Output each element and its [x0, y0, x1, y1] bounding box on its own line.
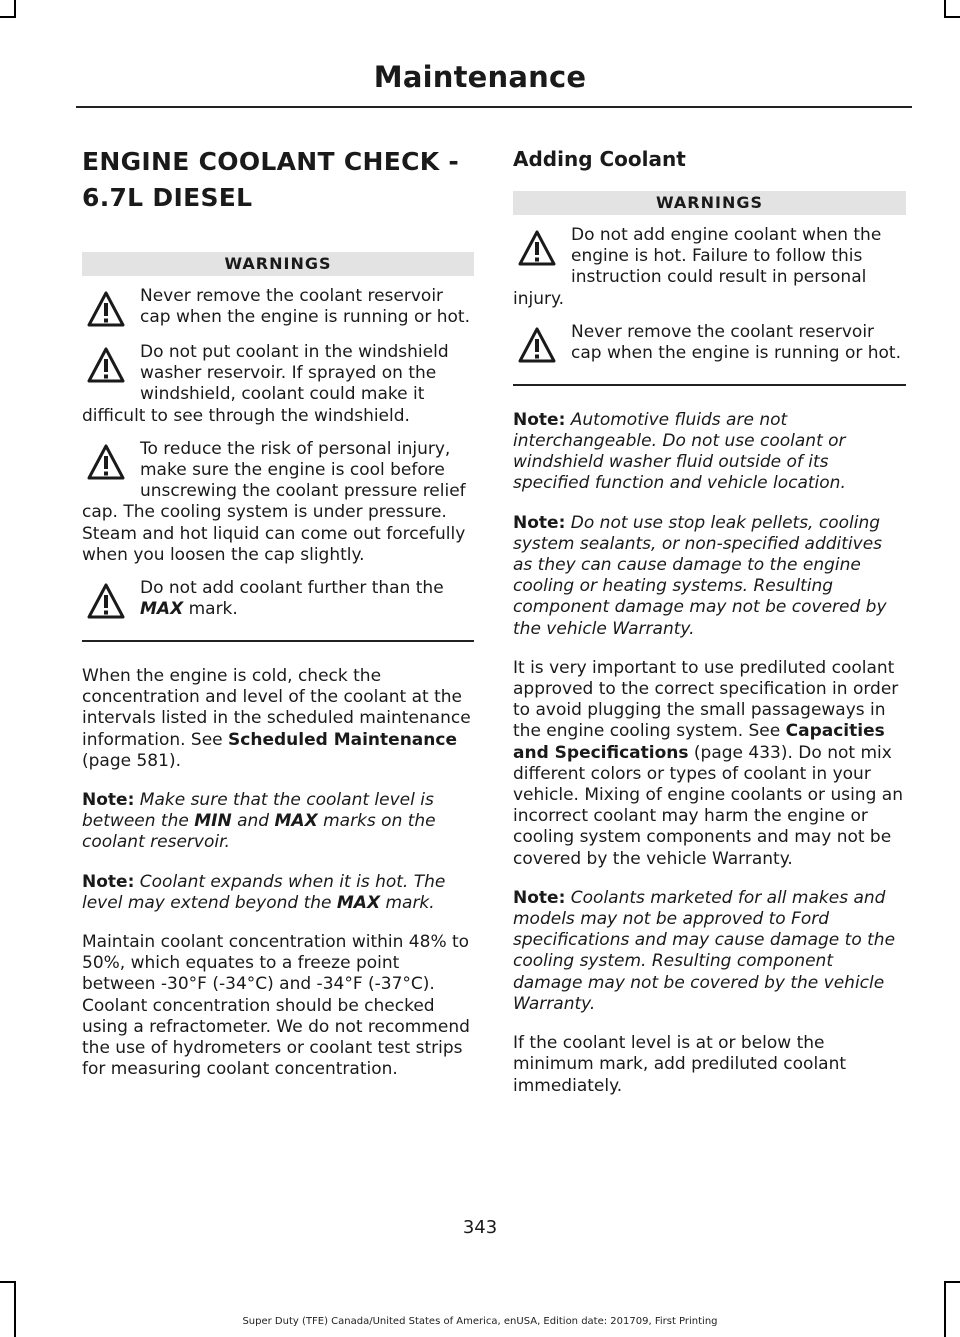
- warning-item: [82, 439, 474, 566]
- warnings-header: WARNINGS: [82, 252, 474, 276]
- note-label: Note:: [82, 790, 135, 811]
- note: Note: Make sure that the coolant level is between the MIN and MAX marks on the coolant reservoir.: [82, 790, 436, 853]
- warnings-list: [513, 225, 906, 386]
- crop-mark: [944, 16, 960, 18]
- warning-triangle-icon: [517, 326, 557, 366]
- warnings-list: [82, 286, 474, 642]
- note-label: Note:: [513, 512, 566, 533]
- warning-text: Do not put coolant in the windshield washer reservoir. If sprayed on the windshield, coolant could make it difficult to see through the windshield.: [82, 342, 449, 426]
- warning-triangle-icon: [517, 229, 557, 269]
- subsection-title: Adding Coolant: [513, 147, 686, 171]
- note: Note: Do not use stop leak pellets, cooling system sealants, or non-specified additives as they can cause damage to the engine cooling or heating systems. Resulting component damage may not be covered by the vehicle Warranty.: [513, 512, 887, 639]
- note-label: Note:: [513, 887, 566, 908]
- crop-mark: [944, 1281, 946, 1337]
- cross-reference-link[interactable]: Capacities and Specifications: [513, 721, 885, 763]
- crop-mark: [0, 16, 16, 18]
- warning-text: To reduce the risk of personal injury, make sure the engine is cool before unscrewing the coolant pressure relief cap. The cooling system is under pressure. Steam and hot liquid can come out forcefully when you loosen the cap slightly.: [82, 438, 466, 565]
- page-header-title: Maintenance: [373, 60, 587, 94]
- warning-item: [513, 225, 906, 310]
- note: Note: Coolant expands when it is hot. The level may extend beyond the MAX mark.: [82, 871, 446, 913]
- footer-text: Super Duty (TFE) Canada/United States of America, enUSA, Edition date: 201709, First Printing: [242, 1316, 718, 1327]
- warnings-header: WARNINGS: [513, 191, 906, 215]
- crop-mark: [0, 1281, 16, 1283]
- paragraph: It is very important to use prediluted coolant approved to the correct specification in order to avoid plugging the small passageways in the engine cooling system. See Capacities and Specifications (page 433). Do not mix different colors or types of coolant in your vehicle. Mixing of engine coolants or using an incorrect coolant may harm the engine or cooling system components and may not be covered by the vehicle Warranty.: [513, 657, 903, 869]
- warning-item: [82, 342, 474, 427]
- warning-text: Do not add engine coolant when the engine is hot. Failure to follow this instruction could result in personal injury.: [513, 225, 882, 309]
- warnings-box: [82, 252, 474, 642]
- crop-mark: [944, 1281, 960, 1283]
- max-mark: MAX: [140, 599, 184, 620]
- note-label: Note:: [513, 409, 566, 430]
- paragraph: If the coolant level is at or below the minimum mark, add prediluted coolant immediately.: [513, 1033, 847, 1096]
- section-title-line2: 6.7L DIESEL: [82, 183, 253, 212]
- right-column: [513, 138, 906, 1097]
- warning-text: Never remove the coolant reservoir cap when the engine is running or hot.: [571, 321, 901, 364]
- warning-triangle-icon: [86, 290, 126, 330]
- warnings-box: [513, 191, 906, 386]
- cross-reference-link[interactable]: Scheduled Maintenance: [228, 729, 457, 750]
- warning-triangle-icon: [86, 346, 126, 386]
- header-rule: [76, 106, 912, 108]
- warning-item: [513, 322, 906, 366]
- paragraph: When the engine is cold, check the concentration and level of the coolant at the intervals listed in the scheduled maintenance information. See Scheduled Maintenance (page 581).: [82, 666, 471, 771]
- warning-item: [82, 286, 474, 330]
- note: Note: Coolants marketed for all makes and models may not be approved to Ford specifications and may cause damage to the cooling system. Resulting component damage may not be covered by the vehicle Warranty.: [513, 887, 896, 1014]
- paragraph: Maintain coolant concentration within 48% to 50%, which equates to a freeze point between -30°F (-34°C) and -34°F (-37°C). Coolant concentration should be checked using a refractometer. We do not recommend the use of hydrometers or coolant test strips for measuring coolant concentration.: [82, 932, 470, 1080]
- section-title-line1: ENGINE COOLANT CHECK -: [82, 147, 460, 176]
- crop-mark: [14, 1281, 16, 1337]
- warning-item: [82, 578, 474, 622]
- note: Note: Automotive fluids are not interchangeable. Do not use coolant or windshield washer fluid outside of its specified function and vehicle location.: [513, 409, 846, 494]
- left-column: [82, 138, 474, 1080]
- warning-text: Never remove the coolant reservoir cap when the engine is running or hot.: [140, 286, 470, 328]
- page-number: 343: [462, 1217, 498, 1238]
- warning-text: Do not add coolant further than the MAX mark.: [140, 578, 444, 620]
- warning-triangle-icon: [86, 443, 126, 483]
- warning-triangle-icon: [86, 582, 126, 622]
- section-title: [82, 144, 474, 216]
- note-label: Note:: [82, 871, 135, 892]
